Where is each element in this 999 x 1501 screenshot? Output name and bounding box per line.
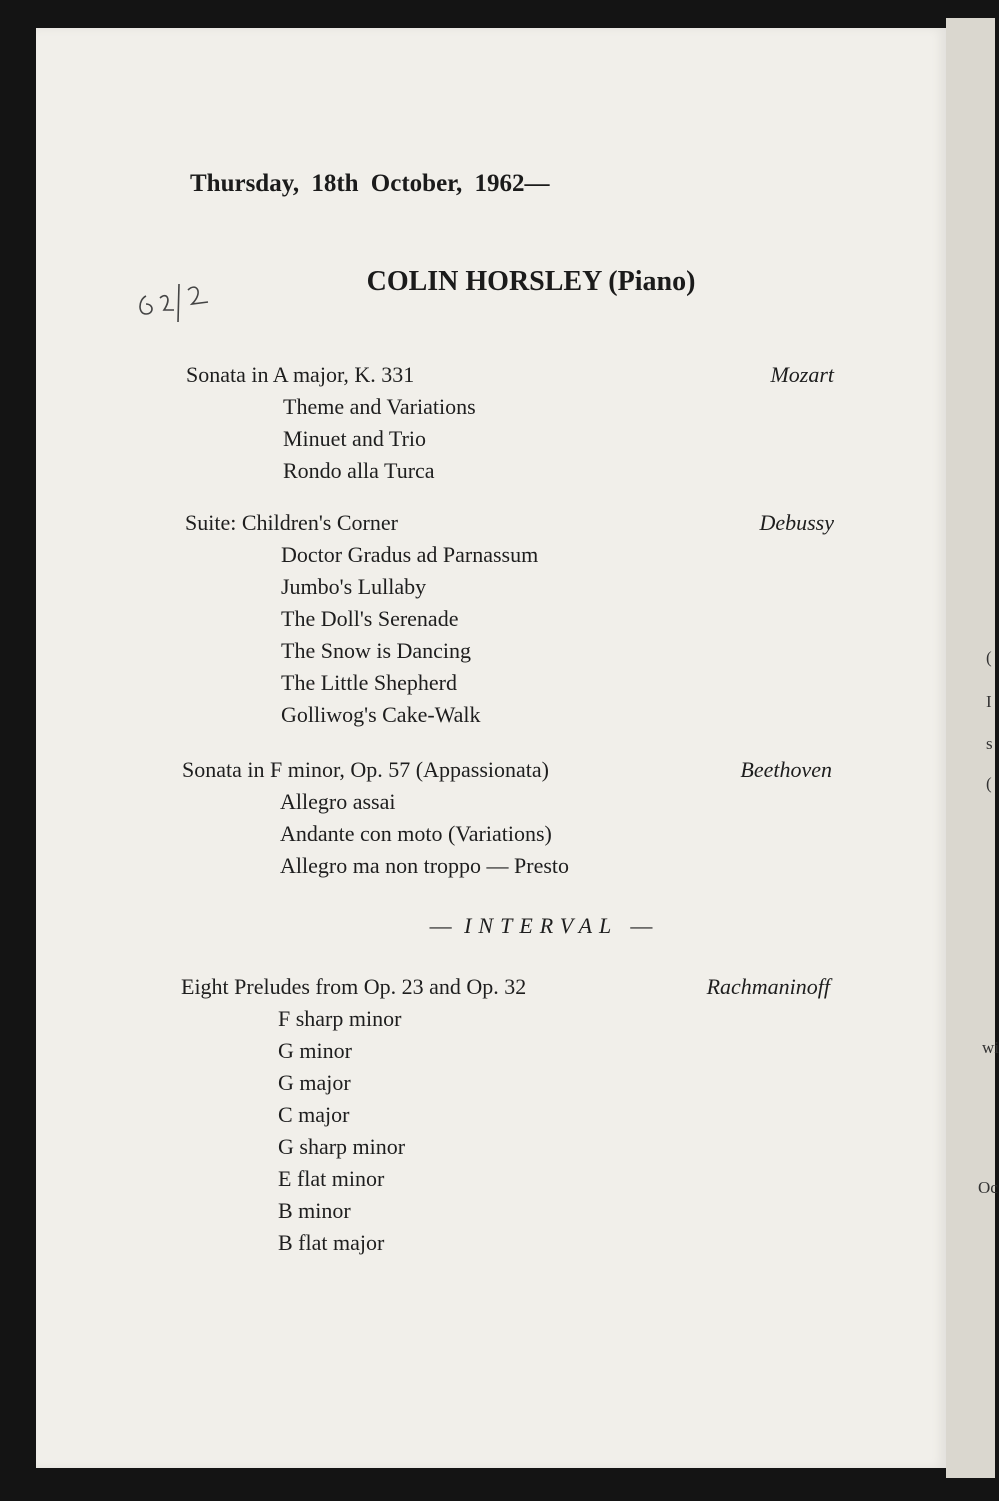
movement: The Snow is Dancing: [281, 638, 472, 663]
movement: B minor: [278, 1198, 351, 1223]
programme-page: [36, 28, 946, 1468]
movement: Jumbo's Lullaby: [281, 574, 427, 599]
adjacent-page-edge: [946, 18, 999, 1478]
movement: G major: [278, 1070, 351, 1095]
movement: Allegro assai: [280, 789, 396, 814]
movement: The Doll's Serenade: [281, 606, 459, 631]
movement: F sharp minor: [278, 1006, 402, 1031]
movement: Golliwog's Cake-Walk: [281, 702, 481, 727]
adjacent-page-fragment: I: [986, 692, 992, 711]
movement: B flat major: [278, 1230, 385, 1255]
work-title: Sonata in F minor, Op. 57 (Appassionata): [182, 757, 549, 782]
movement: Rondo alla Turca: [283, 458, 435, 483]
adjacent-page-fragment: Oc: [978, 1178, 998, 1197]
movement: E flat minor: [278, 1166, 385, 1191]
movement: The Little Shepherd: [281, 670, 457, 695]
work-title: Sonata in A major, K. 331: [186, 362, 415, 387]
movement: Theme and Variations: [283, 394, 476, 419]
movement: G sharp minor: [278, 1134, 406, 1159]
adjacent-page-fragment: wi: [982, 1038, 999, 1057]
interval-dash: —: [630, 913, 653, 938]
work-composer: Debussy: [759, 510, 834, 535]
work-title: Eight Preludes from Op. 23 and Op. 32: [181, 974, 527, 999]
interval-dash: —: [429, 913, 452, 938]
adjacent-page-fragment: (: [986, 648, 992, 667]
adjacent-page-fragment: (: [986, 774, 992, 793]
movement: C major: [278, 1102, 350, 1127]
movement: Doctor Gradus ad Parnassum: [281, 542, 539, 567]
work-composer: Beethoven: [740, 757, 832, 782]
work-title: Suite: Children's Corner: [185, 510, 398, 535]
interval-marker: [36, 913, 946, 939]
movement: G minor: [278, 1038, 352, 1063]
movement: Andante con moto (Variations): [280, 821, 552, 846]
adjacent-page-fragment: s: [986, 734, 993, 753]
performer-name: COLIN HORSLEY (Piano): [366, 266, 696, 297]
interval-label: INTERVAL: [464, 913, 618, 938]
concert-date: Thursday, 18th October, 1962—: [190, 170, 550, 197]
movement: Allegro ma non troppo — Presto: [280, 853, 570, 878]
work-composer: Mozart: [770, 362, 834, 387]
movement: Minuet and Trio: [283, 426, 427, 451]
work-composer: Rachmaninoff: [706, 974, 830, 999]
